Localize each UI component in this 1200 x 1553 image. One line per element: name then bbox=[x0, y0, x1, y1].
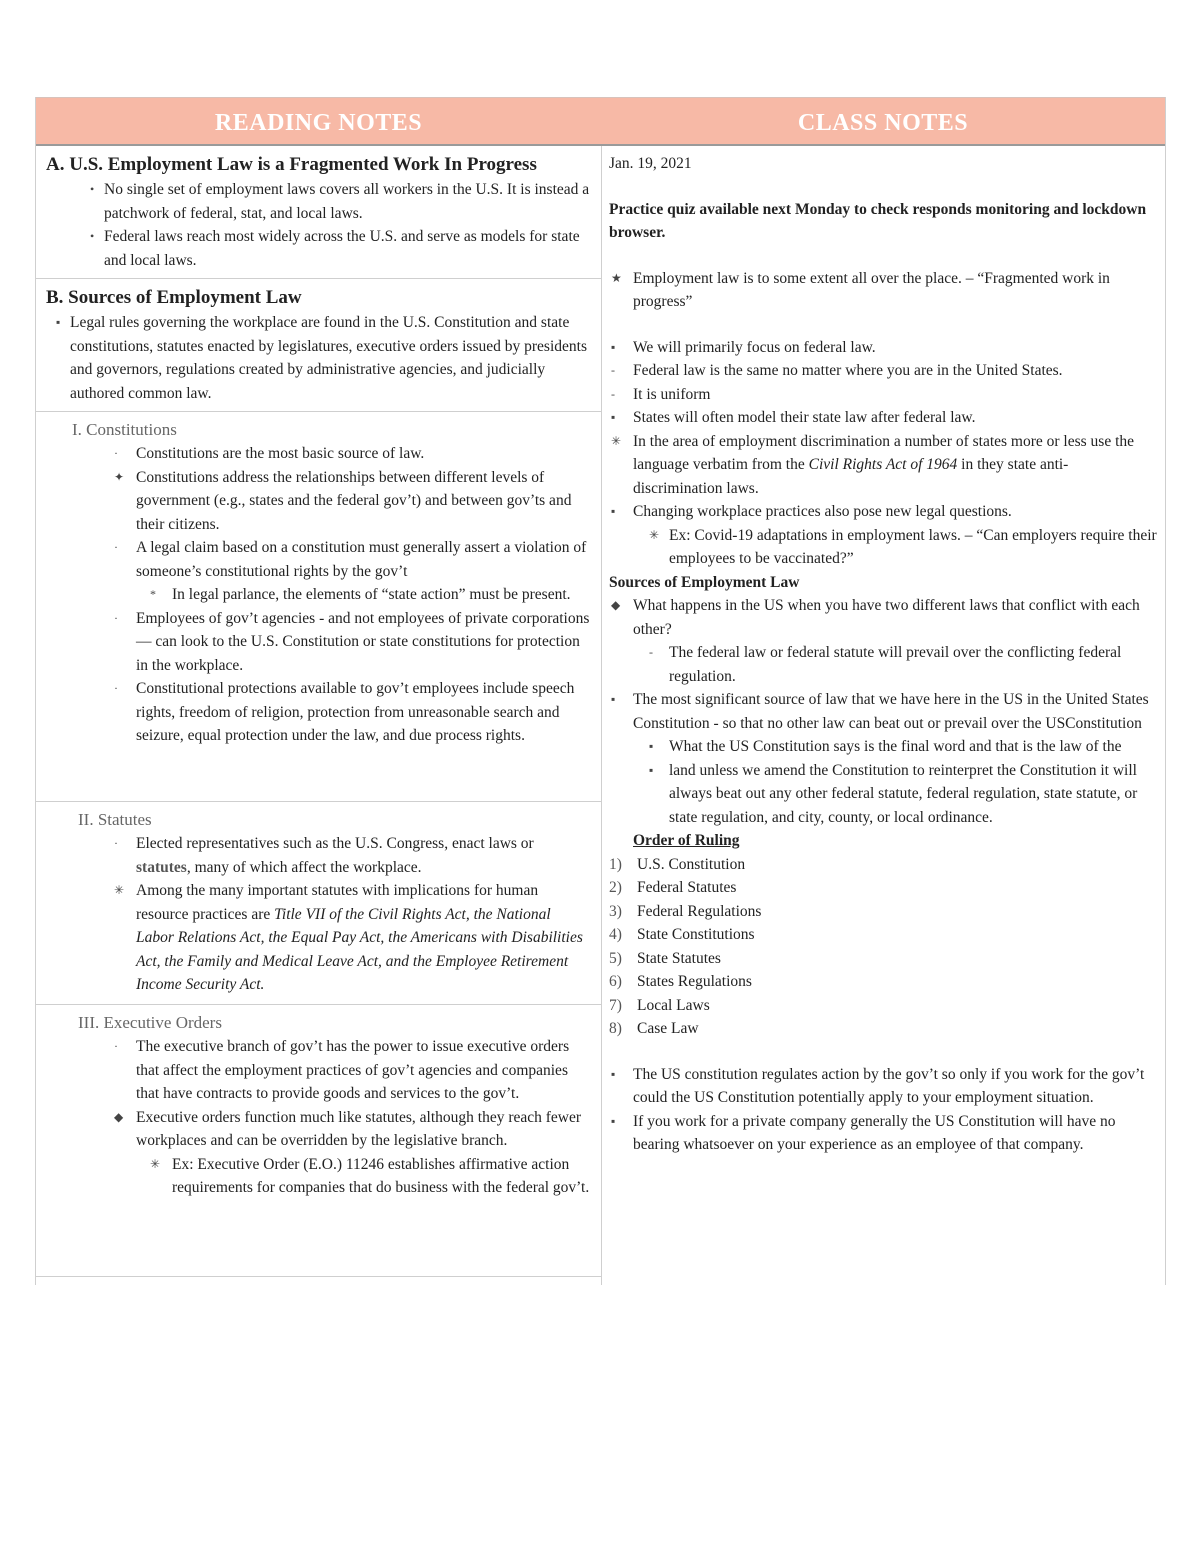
order-item: 8) Case Law bbox=[609, 1020, 699, 1037]
list-item: · Constitutions are the most basic source of law. bbox=[136, 442, 591, 466]
order-item: 4) State Constitutions bbox=[609, 926, 755, 943]
list-item: · Elected representatives such as the U.S. Congress, enact laws or statutes, many of which affect the workplace. bbox=[136, 832, 591, 879]
list-item: ▪ We will primarily focus on federal law. bbox=[609, 336, 1157, 360]
dot-bullet-icon: · bbox=[114, 446, 118, 460]
order-list bbox=[609, 853, 1157, 1041]
section-executive-orders-title: III. Executive Orders bbox=[78, 1013, 222, 1032]
section-executive-orders bbox=[36, 1005, 601, 1277]
section-statutes-title: II. Statutes bbox=[78, 810, 152, 829]
section-a bbox=[36, 146, 601, 279]
list-item: - The federal law or federal statute will prevail over the conflicting federal regulation. bbox=[609, 641, 1157, 688]
list-item: ◆ Executive orders function much like statutes, although they reach fewer workplaces and can be overridden by the legislative branch. bbox=[136, 1106, 591, 1153]
dash-icon: - bbox=[649, 645, 653, 659]
list-item: · A legal claim based on a constitution must generally assert a violation of someone’s constitutional rights by the gov’t bbox=[136, 536, 591, 583]
section-a-title: A. U.S. Employment Law is a Fragmented Work In Progress bbox=[46, 154, 537, 175]
section-a-bullet: • No single set of employment laws covers all workers in the U.S. It is instead a patchwork of federal, stat, and local laws. bbox=[104, 178, 591, 225]
section-b-title: B. Sources of Employment Law bbox=[46, 287, 302, 308]
dash-icon: - bbox=[611, 363, 615, 377]
section-statutes bbox=[36, 802, 601, 1005]
list-item: ✳ Ex: Covid-19 adaptations in employment laws. – “Can employers require their employees to be vaccinated?” bbox=[609, 524, 1157, 571]
list-item: ▪ Changing workplace practices also pose new legal questions. bbox=[609, 500, 1157, 524]
list-item: - Federal law is the same no matter where you are in the United States. bbox=[609, 359, 1157, 383]
square-bullet-icon: ▪ bbox=[611, 504, 616, 518]
list-item: ✳ Ex: Executive Order (E.O.) 11246 establishes affirmative action requirements for companies that do business with the federal gov’t. bbox=[136, 1153, 591, 1200]
square-bullet-icon: ▪ bbox=[611, 339, 616, 354]
note-date: Jan. 19, 2021 bbox=[609, 155, 692, 172]
order-item: 1) U.S. Constitution bbox=[609, 855, 746, 873]
square-bullet-icon: ▪ bbox=[611, 692, 616, 706]
list-item: ★ Employment law is to some extent all over the place. – “Fragmented work in progress” bbox=[609, 267, 1157, 314]
list-item: ✳ Among the many important statutes with implications for human resource practices are Title VII of the Civil Rights Act, the National Labor Relations Act, the Equal Pay Act, the Americans with Disabilities Act, the Family and Medical Leave Act, and the Employee Retirement Income Security Act. bbox=[136, 879, 591, 997]
list-item: · The executive branch of gov’t has the power to issue executive orders that affect the employment practices of gov’t agencies and companies that have contracts to provide goods and services to the gov’t. bbox=[136, 1035, 591, 1106]
list-item: ▪ States will often model their state law after federal law. bbox=[609, 406, 1157, 430]
bullet-icon: • bbox=[90, 182, 95, 196]
dot-bullet-icon: · bbox=[114, 836, 118, 850]
reading-notes-column bbox=[35, 97, 602, 1285]
order-item: 2) Federal Statutes bbox=[609, 879, 737, 896]
square-bullet-icon: ▪ bbox=[611, 1066, 616, 1081]
dash-icon: - bbox=[611, 386, 615, 401]
dot-bullet-icon: · bbox=[114, 610, 118, 625]
sources-title: Sources of Employment Law bbox=[609, 573, 800, 591]
asterisk-icon: ✳ bbox=[611, 433, 622, 448]
square-bullet-icon: ▪ bbox=[649, 739, 654, 753]
star-icon: ★ bbox=[611, 270, 622, 285]
list-item: ▪ The US constitution regulates action by the gov’t so only if you work for the gov’t could the US Constitution potentially apply to your employment situation. bbox=[609, 1063, 1157, 1110]
order-item: 3) Federal Regulations bbox=[609, 902, 762, 920]
list-item: ▪ What the US Constitution says is the final word and that is the law of the bbox=[609, 735, 1157, 759]
bullet-icon: • bbox=[90, 229, 95, 243]
quiz-note: Practice quiz available next Monday to check responds monitoring and lockdown browser. bbox=[609, 200, 1147, 241]
notes-sheet bbox=[35, 97, 1165, 1285]
class-notes-header: CLASS NOTES bbox=[601, 97, 1165, 146]
class-notes-body bbox=[601, 146, 1165, 1157]
list-item: ▪ land unless we amend the Constitution to reinterpret the Constitution it will always beat out any other federal statute, federal regulation, state statute, or state regulation, and city, county, or local ordinance. bbox=[609, 759, 1157, 830]
order-title: Order of Ruling bbox=[633, 832, 740, 849]
section-a-bullet: • Federal laws reach most widely across the U.S. and serve as models for state and local laws. bbox=[104, 225, 591, 272]
four-point-star-icon: ✦ bbox=[114, 469, 125, 484]
section-constitutions bbox=[36, 412, 601, 802]
square-bullet-icon: ▪ bbox=[649, 762, 654, 777]
asterisk-icon: ✳ bbox=[114, 883, 125, 897]
dot-bullet-icon: · bbox=[114, 1039, 118, 1053]
section-constitutions-title: I. Constitutions bbox=[72, 420, 177, 439]
diamond-bullet-icon: ◆ bbox=[114, 1109, 124, 1124]
asterisk-icon: ✳ bbox=[649, 527, 660, 542]
list-item: · Constitutional protections available to gov’t employees include speech rights, freedom of religion, protection from unreasonable search and seizure, equal protection under the law, and due process rights. bbox=[136, 677, 591, 748]
square-bullet-icon: ▪ bbox=[611, 1113, 616, 1128]
list-item: ◆ What happens in the US when you have two different laws that conflict with each other? bbox=[609, 594, 1157, 641]
list-item: ▪ If you work for a private company generally the US Constitution will have no bearing whatsoever on your experience as an employee of that company. bbox=[609, 1110, 1157, 1157]
list-item: - It is uniform bbox=[609, 383, 1157, 407]
list-item: * In legal parlance, the elements of “state action” must be present. bbox=[136, 583, 591, 607]
asterisk-icon: ✳ bbox=[150, 1156, 161, 1171]
reading-notes-header: READING NOTES bbox=[36, 97, 601, 146]
section-b-bullet: ▪ Legal rules governing the workplace are found in the U.S. Constitution and state constitutions, statutes enacted by legislatures, executive orders issued by presidents and governors, regulations created by administrative agencies, and judicially authored common law. bbox=[70, 311, 591, 405]
list-item: ✦ Constitutions address the relationships between different levels of government (e.g., states and the federal gov’t) and between gov’ts and their citizens. bbox=[136, 466, 591, 537]
class-notes-column bbox=[601, 97, 1166, 1285]
diamond-bullet-icon: ◆ bbox=[611, 598, 621, 612]
square-bullet-icon: ▪ bbox=[56, 315, 61, 329]
dot-bullet-icon: · bbox=[114, 681, 118, 695]
list-item: · Employees of gov’t agencies - and not employees of private corporations — can look to the U.S. Constitution or state constitutions for protection in the workplace. bbox=[136, 607, 591, 678]
list-item: ▪ The most significant source of law that we have here in the US in the United States Constitution - so that no other law can beat out or prevail over the USConstitution bbox=[609, 688, 1157, 735]
square-bullet-icon: ▪ bbox=[611, 410, 616, 424]
order-item: 6) States Regulations bbox=[609, 973, 752, 990]
order-item: 5) State Statutes bbox=[609, 949, 721, 967]
order-item: 7) Local Laws bbox=[609, 996, 710, 1014]
section-b bbox=[36, 279, 601, 412]
list-item: ✳ In the area of employment discrimination a number of states more or less use the language verbatim from the Civil Rights Act of 1964 in they state anti-discrimination laws. bbox=[609, 430, 1157, 501]
asterisk-icon: * bbox=[150, 587, 156, 601]
dot-bullet-icon: · bbox=[114, 540, 118, 554]
